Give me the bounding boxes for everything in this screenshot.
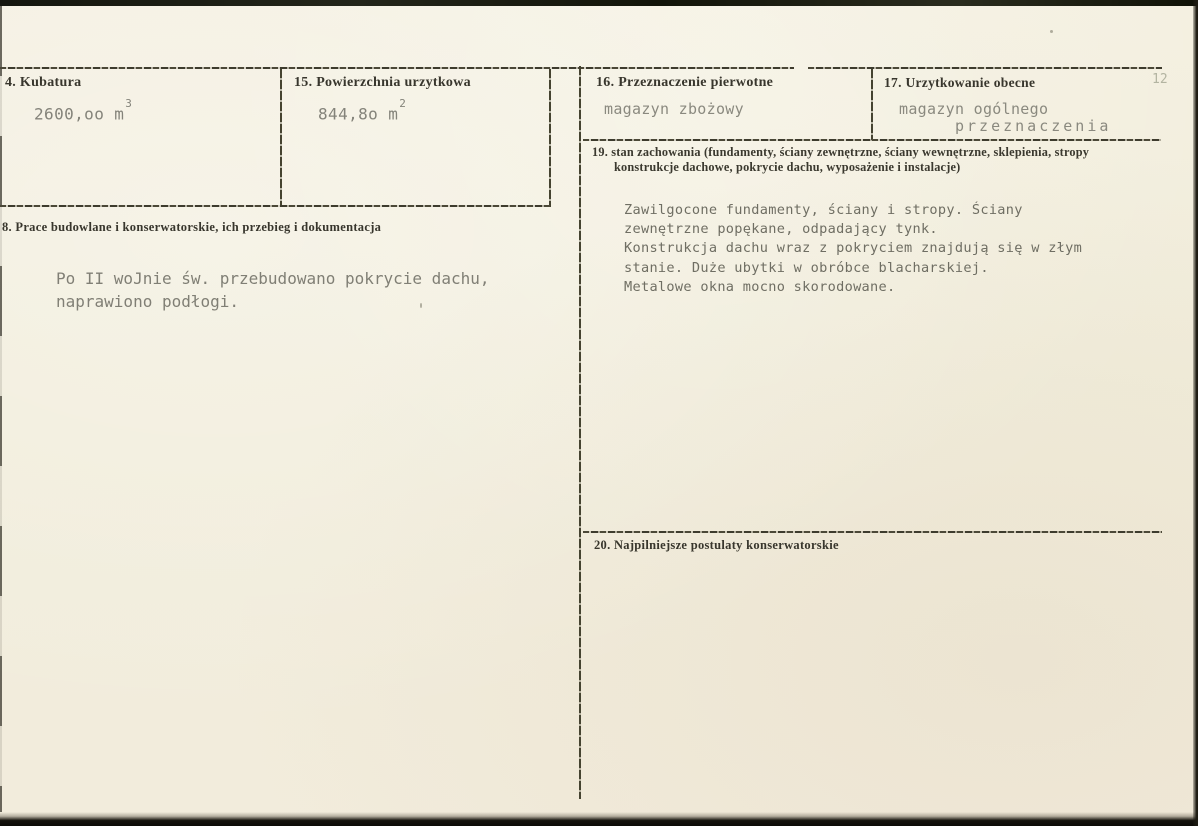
scan-edge-top (0, 0, 1198, 6)
rule-top-right-segment (808, 67, 1162, 69)
divider-main-columns (579, 66, 581, 799)
stan-text-line: Metalowe okna mocno skorodowane. (624, 278, 896, 295)
scan-edge-right (1193, 0, 1198, 826)
powierzchnia-number: 844,8o m (318, 104, 399, 124)
stan-text-line: Konstrukcja dachu wraz z pokryciem znajdują się w złym (624, 240, 1083, 257)
divider-field14-field15 (280, 69, 282, 207)
field-15-powierzchnia-label: 15. Powierzchnia urzytkowa (294, 75, 471, 90)
field-17-uzytkowanie-value-line1: magazyn ogólnego (899, 100, 1049, 118)
page-number-mark: 12 (1152, 72, 1168, 87)
border-field15-right (549, 69, 551, 207)
prace-text-line: naprawiono podłogi. (56, 292, 240, 311)
field-16-przeznaczenie-label: 16. Przeznaczenie pierwotne (596, 75, 774, 90)
prace-text-line: Po II woJnie św. przebudowano pokrycie dachu, (56, 269, 490, 288)
field-16-przeznaczenie-value: magazyn zbożowy (604, 100, 744, 118)
kubatura-unit-exponent: 3 (125, 97, 133, 110)
field-18-prace-label: 8. Prace budowlane i konserwatorskie, ich przebieg i dokumentacja (2, 220, 382, 234)
divider-field16-field17 (871, 69, 873, 140)
stan-text-line: zewnętrzne popękane, odpadający tynk. (624, 221, 938, 238)
field-17-uzytkowanie-value-line2: przeznaczenia (955, 117, 1112, 135)
rule-top-left-segment (0, 67, 794, 69)
field-19-stan-text (624, 201, 1082, 297)
scan-edge-bottom (0, 812, 1198, 826)
rule-above-field20 (583, 531, 1162, 533)
field-17-uzytkowanie-label: 17. Urzytkowanie obecne (884, 75, 1036, 90)
field-14-kubatura-value (34, 97, 133, 124)
stan-text-line: Zawilgocone fundamenty, ściany i stropy. Ściany (624, 202, 1023, 218)
stan-label-line: konstrukcje dachowe, pokrycie dachu, wyposażenie i instalacje) (614, 160, 961, 174)
field-14-kubatura-label: 4. Kubatura (5, 75, 82, 90)
kubatura-number: 2600,oo m (34, 104, 125, 124)
powierzchnia-unit-exponent: 2 (399, 97, 407, 110)
stan-label-line: 19. stan zachowania (fundamenty, ściany zewnętrzne, ściany wewnętrzne, sklepienia, stropy (592, 145, 1090, 159)
scan-edge-left (0, 6, 2, 812)
scan-speck (1050, 30, 1053, 33)
rule-under-fields-14-15 (0, 205, 551, 207)
field-19-stan-label (592, 145, 1167, 175)
rule-under-fields-16-17 (583, 139, 1161, 141)
field-18-prace-text (56, 267, 489, 313)
field-15-powierzchnia-value (318, 97, 407, 124)
stan-text-line: stanie. Duże ubytki w obróbce blacharskiej. (624, 259, 989, 276)
field-20-postulaty-label: 20. Najpilniejsze postulaty konserwatorskie (594, 538, 839, 552)
scan-speck (420, 303, 422, 308)
